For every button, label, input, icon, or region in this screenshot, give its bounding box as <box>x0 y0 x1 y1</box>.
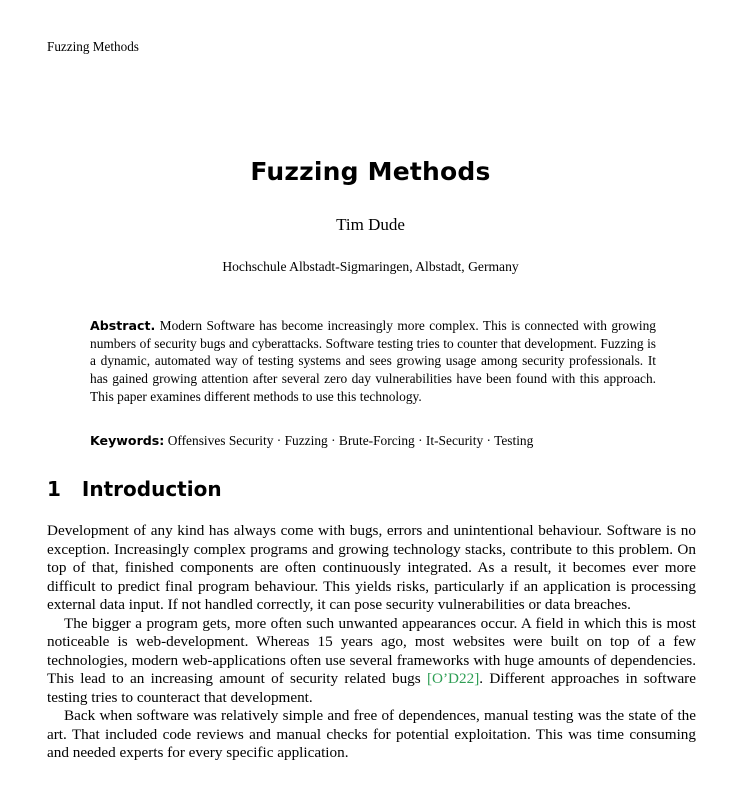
paragraph-2 <box>47 615 696 708</box>
section-title: Introduction <box>81 477 222 501</box>
keywords-block <box>90 433 656 449</box>
paragraph-2-text-after: . Different approaches in software testing tries to counteract that development. <box>47 670 696 706</box>
abstract-label: Abstract. <box>90 318 156 333</box>
paragraph-2-text-before: The bigger a program gets, more often such unwanted appearances occur. A field in which this is most noticeable is web-development. Whereas 15 years ago, most websites were built on top of a few technologies, modern web-applications often use several frameworks with huge amounts of dependencies. This lead to an increasing amount of security related bugs <box>47 614 696 687</box>
abstract-block <box>90 317 656 406</box>
abstract-text: Modern Software has become increasingly more complex. This is connected with growing numbers of security bugs and cyberattacks. Software testing tries to counter that development. Fuzzing is a dynamic, automated way of testing systems and sees growing usage among security professionals. It has gained growing attention after several zero day vulnerabilities have been found with this approach. This paper examines different methods to use this technology. <box>90 318 656 404</box>
keywords-text: Offensives Security · Fuzzing · Brute-Forcing · It-Security · Testing <box>167 433 534 448</box>
paragraph-1: Development of any kind has always come with bugs, errors and unintentional behaviour. Software is no exception. Increasingly complex programs and growing technology stacks, contribute to this problem. On top of that, finished components are often continuously integrated. As a result, it becomes ever more difficult to predict final program behaviour. This yields risks, particularly if an application is processing external data input. If not handled correctly, it can pose security vulnerabilities or data breaches. <box>47 522 696 613</box>
keywords-label: Keywords: <box>90 433 165 448</box>
author-name: Tim Dude <box>336 215 405 234</box>
running-header: Fuzzing Methods <box>47 39 139 54</box>
section-heading-introduction <box>47 477 222 501</box>
citation-od22-link[interactable]: [O’D22] <box>426 670 480 687</box>
paper-title: Fuzzing Methods <box>250 157 491 186</box>
section-number: 1 <box>47 477 61 501</box>
paragraph-3: Back when software was relatively simple and free of dependences, manual testing was the state of the art. That included code reviews and manual checks for potential exploitation. This was time consuming and needed experts for every specific application. <box>47 707 696 761</box>
author-affiliation: Hochschule Albstadt-Sigmaringen, Albstadt, Germany <box>222 259 519 274</box>
introduction-body <box>47 522 696 763</box>
